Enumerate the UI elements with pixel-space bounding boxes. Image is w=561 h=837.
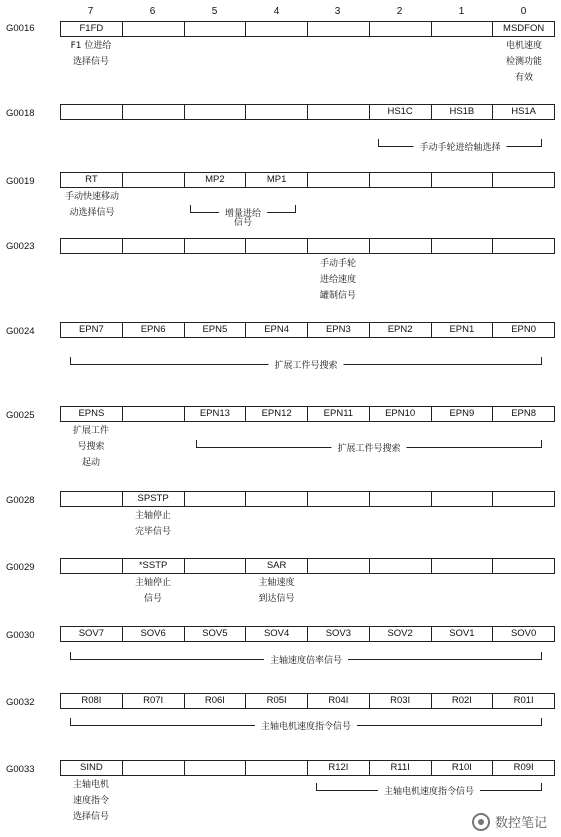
bit-cell: R05I xyxy=(245,694,307,708)
bit-cell xyxy=(184,492,246,506)
bit-cell xyxy=(122,407,184,421)
bit-cell: EPN10 xyxy=(369,407,431,421)
bit-number: 0 xyxy=(520,6,527,17)
signal-address: G0019 xyxy=(6,176,35,187)
bit-cell xyxy=(61,105,122,119)
bit-cell: R04I xyxy=(307,694,369,708)
watermark-text: 数控笔记 xyxy=(494,816,547,831)
bit-range-bracket: 扩展工件号搜索 xyxy=(70,357,542,365)
bit-cell: EPN7 xyxy=(78,324,104,335)
bit-cell xyxy=(61,239,122,253)
bit-cell xyxy=(307,239,369,253)
signal-row-g0019 xyxy=(60,172,555,188)
bit-cell: R08I xyxy=(81,695,102,706)
signal-row-g0016 xyxy=(60,21,555,37)
bit-cell: SOV4 xyxy=(245,627,307,641)
bit-cell xyxy=(431,492,493,506)
bit-cell xyxy=(184,239,246,253)
bit-cell: EPN1 xyxy=(431,323,493,337)
signal-address: G0016 xyxy=(6,23,35,34)
bit-cell xyxy=(122,173,184,187)
bit-cell: EPN9 xyxy=(431,407,493,421)
bit-number: 4 xyxy=(273,6,280,17)
bit-number: 6 xyxy=(149,6,156,17)
bit-cell xyxy=(245,492,307,506)
bit-cell: R01I xyxy=(492,694,554,708)
bit-cell: EPNS xyxy=(78,408,105,419)
bit-cell xyxy=(431,173,493,187)
bit-cell: SOV3 xyxy=(307,627,369,641)
signal-note: 主轴停止 信号 xyxy=(134,578,171,604)
bit-cell xyxy=(245,239,307,253)
signal-row-g0028 xyxy=(60,491,555,507)
signal-note: 手动手轮 进给速度 罐制信号 xyxy=(319,259,356,301)
bit-cell xyxy=(184,22,246,36)
signal-row-g0018 xyxy=(60,104,555,120)
signal-row-g0030 xyxy=(60,626,555,642)
bit-cell: SIND xyxy=(80,762,103,773)
bit-cell: R02I xyxy=(431,694,493,708)
bit-cell xyxy=(184,105,246,119)
bit-cell xyxy=(431,22,493,36)
bit-cell xyxy=(122,761,184,775)
bit-cell xyxy=(307,492,369,506)
bit-cell: SPSTP xyxy=(122,492,184,506)
bit-cell: EPN0 xyxy=(492,323,554,337)
signal-address: G0028 xyxy=(6,495,35,506)
bit-cell: EPN5 xyxy=(184,323,246,337)
signal-note: 主轴停止 完毕信号 xyxy=(134,511,171,537)
bit-cell xyxy=(122,22,184,36)
bit-cell: R06I xyxy=(184,694,246,708)
signal-note: 手动快速移动 动选择信号 xyxy=(64,192,119,218)
bit-cell xyxy=(307,22,369,36)
bit-cell: *SSTP xyxy=(122,559,184,573)
signal-note: F1 位进给 选择信号 xyxy=(70,41,112,67)
bit-cell: SAR xyxy=(245,559,307,573)
bit-cell xyxy=(122,239,184,253)
signal-address: G0025 xyxy=(6,410,35,421)
bit-cell xyxy=(492,492,554,506)
signal-note: 扩展工件 号搜索 起动 xyxy=(72,426,109,468)
signal-note: 主轴电机 速度指令 选择信号 xyxy=(72,780,109,822)
bit-number: 5 xyxy=(211,6,218,17)
bit-cell: MP2 xyxy=(184,173,246,187)
signal-address: G0030 xyxy=(6,630,35,641)
bit-cell xyxy=(369,559,431,573)
bit-cell xyxy=(307,105,369,119)
bit-range-bracket: 扩展工件号搜索 xyxy=(196,440,542,448)
bit-cell: EPN3 xyxy=(307,323,369,337)
bit-cell: EPN2 xyxy=(369,323,431,337)
bit-cell xyxy=(122,105,184,119)
bit-cell: SOV2 xyxy=(369,627,431,641)
bracket-label-line2: 信号 xyxy=(233,218,252,228)
watermark xyxy=(472,812,547,831)
bit-cell xyxy=(307,173,369,187)
bit-cell: HS1A xyxy=(492,105,554,119)
signal-row-g0029 xyxy=(60,558,555,574)
bit-cell: R12I xyxy=(307,761,369,775)
bit-cell xyxy=(369,173,431,187)
bit-cell: SOV0 xyxy=(492,627,554,641)
bit-number: 3 xyxy=(334,6,341,17)
bit-cell: MP1 xyxy=(245,173,307,187)
bit-cell: R10I xyxy=(431,761,493,775)
signal-row-g0032 xyxy=(60,693,555,709)
bit-cell: SOV6 xyxy=(122,627,184,641)
bit-cell: SOV1 xyxy=(431,627,493,641)
bit-cell: HS1B xyxy=(431,105,493,119)
bit-cell: RT xyxy=(85,174,98,185)
bit-cell xyxy=(492,239,554,253)
signal-address: G0018 xyxy=(6,108,35,119)
bit-number: 1 xyxy=(458,6,465,17)
bit-cell: F1FD xyxy=(79,23,104,34)
bit-number: 7 xyxy=(87,6,94,17)
bit-cell xyxy=(61,559,122,573)
signal-row-g0024 xyxy=(60,322,555,338)
bit-cell xyxy=(245,105,307,119)
bit-range-bracket: 增量进给 xyxy=(190,205,296,213)
signal-row-g0033 xyxy=(60,760,555,776)
bit-cell xyxy=(184,761,246,775)
bit-cell: R07I xyxy=(122,694,184,708)
signal-row-g0025 xyxy=(60,406,555,422)
bit-cell xyxy=(307,559,369,573)
bit-cell: EPN12 xyxy=(245,407,307,421)
signal-address: G0023 xyxy=(6,241,35,252)
signal-note: 主轴速度 到达信号 xyxy=(258,578,295,604)
bit-cell xyxy=(492,173,554,187)
signal-note: 电机速度 检测功能 有效 xyxy=(505,41,542,83)
signal-address: G0024 xyxy=(6,326,35,337)
bit-cell: SOV5 xyxy=(184,627,246,641)
bit-cell: MSDFON xyxy=(492,22,554,36)
bit-cell: EPN11 xyxy=(307,407,369,421)
bit-cell xyxy=(245,22,307,36)
bit-cell xyxy=(369,22,431,36)
bit-cell xyxy=(369,492,431,506)
signal-address: G0032 xyxy=(6,697,35,708)
signal-address: G0033 xyxy=(6,764,35,775)
bit-cell: R11I xyxy=(369,761,431,775)
bit-cell xyxy=(492,559,554,573)
signal-row-g0023 xyxy=(60,238,555,254)
bit-cell: EPN6 xyxy=(122,323,184,337)
bit-cell: HS1C xyxy=(369,105,431,119)
bit-range-bracket: 主轴电机速度指令信号 xyxy=(70,718,542,726)
bit-cell: EPN4 xyxy=(245,323,307,337)
bit-range-bracket: 主轴电机速度指令信号 xyxy=(316,783,542,791)
bit-cell xyxy=(184,559,246,573)
bit-cell: SOV7 xyxy=(78,628,105,639)
bit-cell: R09I xyxy=(492,761,554,775)
bit-range-bracket: 主轴速度倍率信号 xyxy=(70,652,542,660)
bit-cell xyxy=(369,239,431,253)
bit-cell xyxy=(245,761,307,775)
bit-cell xyxy=(61,492,122,506)
bit-cell xyxy=(431,239,493,253)
bit-number: 2 xyxy=(396,6,403,17)
bit-cell xyxy=(431,559,493,573)
bit-range-bracket: 手动手轮进给轴选择 xyxy=(378,139,542,147)
wechat-logo-icon xyxy=(472,813,490,831)
bit-cell: R03I xyxy=(369,694,431,708)
signal-address: G0029 xyxy=(6,562,35,573)
bit-cell: EPN8 xyxy=(492,407,554,421)
bit-cell: EPN13 xyxy=(184,407,246,421)
